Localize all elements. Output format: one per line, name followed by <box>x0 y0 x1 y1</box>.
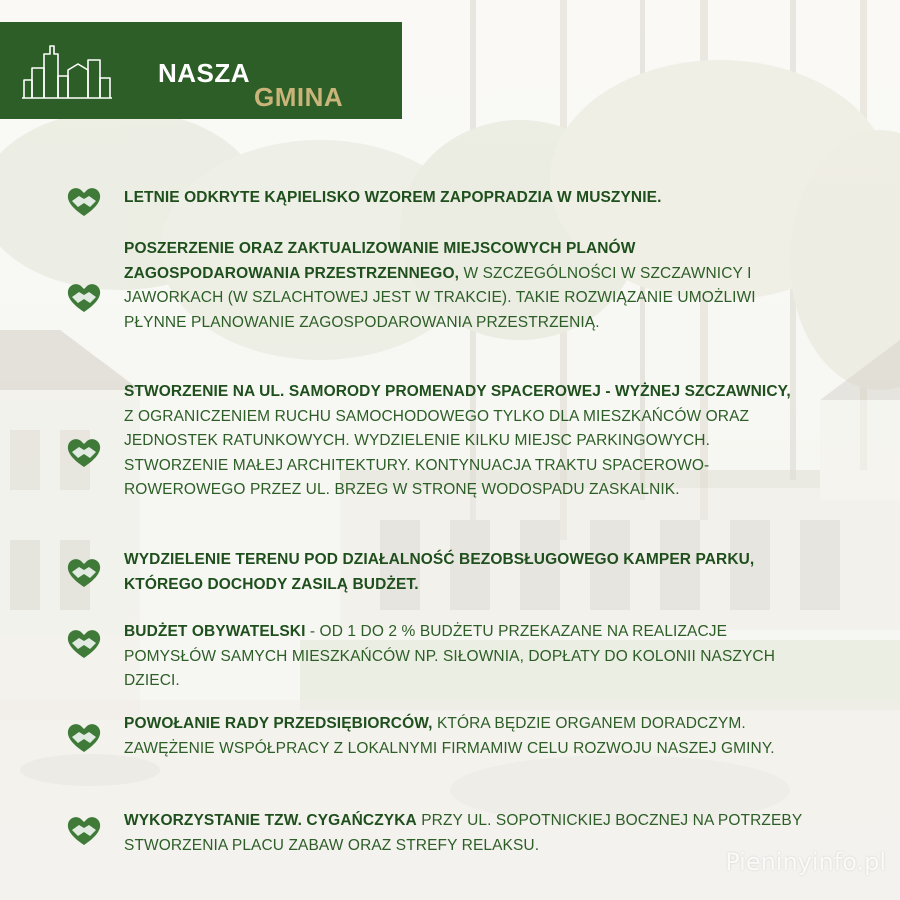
item-7-text: PRZY UL. SOPOTNICKIEJ BOCZNEJ NA POTRZEBY STWORZENIA PLACU ZABAW ORAZ STREFY RELAKSU. <box>124 812 802 854</box>
item-7-bold: WYKORZYSTANIE TZW. CYGAŃCZYKA <box>124 812 417 829</box>
item-3-bold: STWORZENIE NA UL. SAMORODY PROMENADY SPACEROWEJ - WYŻNEJ SZCZAWNICY, <box>124 383 791 400</box>
heart-handshake-icon <box>66 628 102 660</box>
item-6-bold: POWOŁANIE RADY PRZEDSIĘBIORCÓW, <box>124 715 433 732</box>
heart-handshake-icon <box>66 815 102 847</box>
watermark: Pieninyinfo.pl <box>725 848 886 876</box>
heart-handshake-icon <box>66 722 102 754</box>
item-1-bold: LETNIE ODKRYTE KĄPIELISKO WZOREM ZAPOPRADZIA W MUSZYNIE. <box>124 189 662 206</box>
heart-handshake-icon <box>66 557 102 589</box>
header-banner <box>0 22 402 119</box>
heart-handshake-icon <box>66 437 102 469</box>
city-skyline-icon <box>22 42 112 100</box>
item-5-text: - OD 1 DO 2 % BUDŻETU PRZEKAZANE NA REALIZACJE POMYSŁÓW SAMYCH MIESZKAŃCÓW NP. SIŁOWNIA, DOPŁATY DO KOLONII NASZYCH DZIECI. <box>124 623 776 689</box>
item-3-text: Z OGRANICZENIEM RUCHU SAMOCHODOWEGO TYLKO DLA MIESZKAŃCÓW ORAZ JEDNOSTEK RATUNKOWYCH. WYDZIELENIE KILKU MIEJSC PARKINGOWYCH. STWORZENIE MAŁEJ ARCHITEKTURY. KONTYNUACJA TRAKTU SPACEROWO-ROWEROWEGO PRZEZ UL. BRZEG W STRONĘ WODOSPADU ZASKALNIK. <box>124 407 750 498</box>
header-title-nasza: NASZA <box>158 58 251 88</box>
header-title-gmina: GMINA <box>254 82 344 112</box>
heart-handshake-icon <box>66 282 102 314</box>
item-2-text: W SZCZEGÓLNOŚCI W SZCZAWNICY I JAWORKACH (W SZLACHTOWEJ JEST W TRAKCIE). TAKIE ROZWIĄZANIE UMOŻLIWI PŁYNNE PLANOWANIE ZAGOSPODAROWANIA PRZESTRZENIĄ. <box>124 264 756 331</box>
item-6-text: KTÓRA BĘDZIE ORGANEM DORADCZYM. ZAWĘŻENIE WSPÓŁPRACY Z LOKALNYMI FIRMAMIW CELU ROZWOJU NASZEJ GMINY. <box>124 715 775 757</box>
item-2-bold: POSZERZENIE ORAZ ZAKTUALIZOWANIE MIEJSCOWYCH PLANÓW ZAGOSPODAROWANIA PRZESTRZENNEGO, <box>124 240 636 282</box>
item-4-bold: WYDZIELENIE TERENU POD DZIAŁALNOŚĆ BEZOBSŁUGOWEGO KAMPER PARKU, KTÓREGO DOCHODY ZASILĄ BUDŻET. <box>124 551 755 593</box>
item-5-bold: BUDŻET OBYWATELSKI <box>124 623 306 640</box>
heart-handshake-icon <box>66 186 102 218</box>
